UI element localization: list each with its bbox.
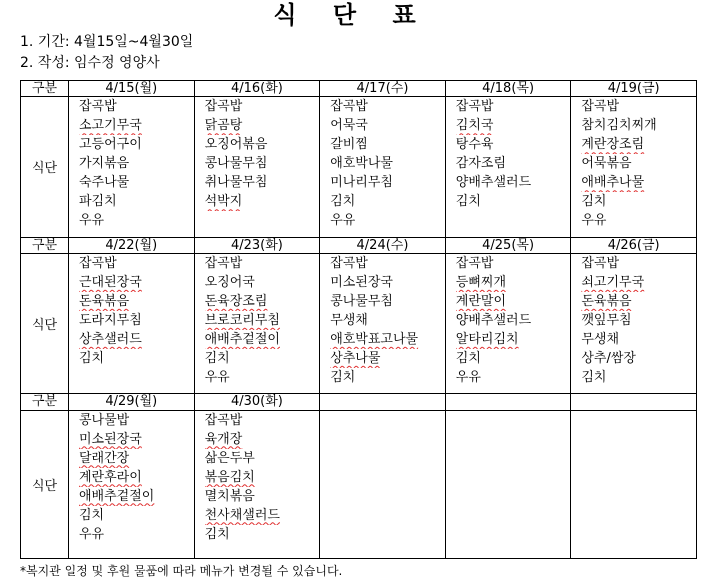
- menu-item: [79, 292, 194, 311]
- day-date: 4/23(화): [194, 237, 320, 253]
- menu-item: [456, 273, 571, 292]
- day-menu-cell: [445, 253, 571, 393]
- menu-item: 도라지무침: [79, 312, 142, 328]
- menu-item: [581, 173, 696, 192]
- spellcheck-underline: 천사채샐러드: [204, 507, 280, 523]
- menu-item: [581, 273, 696, 292]
- menu-item: [79, 468, 194, 487]
- spellcheck-underline: 알타리김치: [455, 331, 519, 347]
- menu-item: 고등어구이: [79, 137, 142, 153]
- menu-item: 콩나물무침: [330, 293, 393, 309]
- menu-item: 어묵볶음: [581, 156, 632, 172]
- menu-item: 잡곡밥: [330, 99, 368, 115]
- spellcheck-underline: 쇠고기무국: [581, 274, 645, 290]
- day-menu-cell: [571, 97, 697, 237]
- menu-item: 양배추샐러드: [455, 175, 532, 191]
- page-title: 식 단 표: [273, 1, 430, 29]
- day-date: 4/17(수): [320, 81, 446, 97]
- spellcheck-underline: 돈육볶음: [581, 293, 632, 309]
- menu-item: [330, 330, 445, 349]
- spellcheck-underline: 등뼈찌개: [455, 274, 507, 290]
- menu-item: 우유: [204, 369, 230, 385]
- spellcheck-underline: 애배추나물: [581, 175, 645, 191]
- row-label-header: 구분: [21, 237, 69, 253]
- spellcheck-underline: 애호박표고나물: [330, 331, 419, 347]
- week-meal-row: [21, 410, 697, 558]
- menu-item: 우유: [79, 213, 105, 229]
- menu-item: 삶은두부: [204, 450, 255, 466]
- menu-item: 잡곡밥: [581, 255, 620, 271]
- menu-item: 콩나물무침: [204, 156, 268, 172]
- day-date: 4/22(월): [69, 237, 195, 253]
- menu-item: 잡곡밥: [204, 255, 243, 271]
- menu-item: [79, 430, 194, 449]
- spellcheck-underline: 상추샐러드: [79, 331, 142, 347]
- menu-item: 김치: [204, 350, 230, 366]
- day-date: [320, 394, 446, 410]
- day-date: 4/18(목): [445, 81, 571, 97]
- spellcheck-underline: 육개장: [204, 431, 243, 447]
- menu-item: 미소된장국: [330, 274, 393, 290]
- spellcheck-underline: 애배추겉절이: [204, 331, 280, 347]
- spellcheck-underline: 소고기무국: [79, 118, 142, 134]
- row-label-meal: 식단: [21, 97, 69, 237]
- menu-item: 참치김치찌개: [581, 118, 657, 134]
- menu-item: 깻잎무침: [581, 312, 632, 328]
- day-menu-cell: [320, 410, 446, 558]
- menu-item: 감자조림: [455, 156, 507, 172]
- menu-item: 어묵국: [330, 118, 368, 134]
- menu-item: 멸치볶음: [204, 488, 255, 504]
- day-date: 4/16(화): [194, 81, 320, 97]
- spellcheck-underline: 근대된장국: [79, 274, 142, 290]
- menu-item: [456, 292, 571, 311]
- row-label-header: 구분: [21, 394, 69, 410]
- menu-item: 취나물무침: [204, 175, 268, 191]
- menu-item: [205, 311, 320, 330]
- menu-item: 김치: [581, 369, 607, 385]
- menu-item: 오징어볶음: [204, 137, 268, 153]
- menu-item: 파김치: [79, 194, 117, 210]
- footnote: *복지관 일정 및 후원 물품에 따라 메뉴가 변경될 수 있습니다.: [20, 564, 343, 578]
- menu-item: 김치: [79, 507, 105, 523]
- day-menu-cell: [194, 410, 320, 558]
- spellcheck-underline: 석박지: [204, 194, 243, 210]
- menu-item: 잡곡밥: [581, 99, 620, 115]
- week-meal-row: [21, 253, 697, 393]
- menu-item: [79, 116, 194, 135]
- menu-item: 잡곡밥: [455, 99, 494, 115]
- menu-item: 김치: [581, 194, 607, 210]
- spellcheck-underline: 상추나물: [330, 350, 381, 366]
- menu-item: 김치: [79, 350, 105, 366]
- spellcheck-underline: 미소된장국: [79, 431, 142, 447]
- menu-item: [456, 116, 571, 135]
- day-date: 4/24(수): [320, 237, 446, 253]
- day-menu-cell: [445, 410, 571, 558]
- menu-item: 김치: [455, 194, 481, 210]
- week-header-row: [21, 237, 697, 253]
- spellcheck-underline: 애배추겉절이: [79, 488, 155, 504]
- spellcheck-underline: 브로코리무침: [204, 312, 280, 328]
- period-info: 1. 기간: 4월15일~4월30일: [20, 34, 194, 50]
- row-label-meal: 식단: [21, 253, 69, 393]
- menu-item: [205, 292, 320, 311]
- day-date: [445, 394, 571, 410]
- menu-item: 김치: [204, 526, 230, 542]
- menu-item: 무생채: [581, 331, 620, 347]
- spellcheck-underline: 김치국: [455, 118, 494, 134]
- menu-item: 잡곡밥: [79, 255, 117, 271]
- menu-item: [330, 349, 445, 368]
- menu-item: 김치: [330, 194, 356, 210]
- week-header-row: [21, 81, 697, 97]
- spellcheck-underline: 계란후라이: [79, 469, 142, 485]
- menu-item: 애호박나물: [330, 156, 393, 172]
- week-header-row: [21, 394, 697, 410]
- menu-item: 양배추샐러드: [455, 312, 532, 328]
- day-date: 4/29(월): [69, 394, 195, 410]
- menu-item: 상추/쌈장: [581, 350, 636, 366]
- spellcheck-underline: 닭곰탕: [204, 118, 243, 134]
- day-menu-cell: [194, 253, 320, 393]
- day-menu-cell: [571, 253, 697, 393]
- menu-item: 잡곡밥: [204, 99, 243, 115]
- day-date: 4/25(목): [445, 237, 571, 253]
- menu-item: 탕수육: [455, 137, 494, 153]
- menu-item: 오징어국: [204, 274, 255, 290]
- day-menu-cell: [320, 97, 446, 237]
- day-menu-cell: [320, 253, 446, 393]
- week-meal-row: [21, 97, 697, 237]
- menu-item: 무생채: [330, 312, 368, 328]
- menu-item: 우유: [330, 213, 356, 229]
- menu-table: [20, 80, 697, 559]
- spellcheck-underline: 달래간장: [79, 450, 130, 466]
- menu-item: 콩나물밥: [79, 412, 130, 428]
- menu-item: [205, 430, 320, 449]
- row-label-header: 구분: [21, 81, 69, 97]
- day-date: 4/26(금): [571, 237, 697, 253]
- day-date: 4/30(화): [194, 394, 320, 410]
- menu-item: 우유: [455, 369, 481, 385]
- menu-item: 우유: [79, 526, 105, 542]
- menu-item: [79, 330, 194, 349]
- menu-item: 김치: [455, 350, 481, 366]
- day-date: [571, 394, 697, 410]
- row-label-meal: 식단: [21, 410, 69, 558]
- day-menu-cell: [445, 97, 571, 237]
- spellcheck-underline: 돈육볶음: [79, 293, 130, 309]
- menu-item: [79, 273, 194, 292]
- menu-item: [456, 330, 571, 349]
- menu-item: 잡곡밥: [204, 412, 243, 428]
- menu-item: [205, 192, 320, 211]
- menu-item: [205, 506, 320, 525]
- menu-item: 숙주나물: [79, 175, 130, 191]
- day-menu-cell: [194, 97, 320, 237]
- spellcheck-underline: 계란장조림: [581, 137, 645, 153]
- menu-item: 잡곡밥: [330, 255, 368, 271]
- menu-item: [581, 292, 696, 311]
- menu-item: 가지볶음: [79, 156, 130, 172]
- menu-item: 우유: [581, 213, 607, 229]
- author-info: 2. 작성: 임수정 영양사: [20, 55, 160, 71]
- menu-item: [581, 135, 696, 154]
- menu-item: [205, 468, 320, 487]
- day-menu-cell: [571, 410, 697, 558]
- menu-item: [205, 330, 320, 349]
- spellcheck-underline: 볶음김치: [204, 469, 255, 485]
- day-date: 4/19(금): [571, 81, 697, 97]
- day-menu-cell: [69, 97, 195, 237]
- menu-item: [79, 449, 194, 468]
- menu-item: [205, 116, 320, 135]
- day-menu-cell: [69, 410, 195, 558]
- menu-item: 잡곡밥: [79, 99, 117, 115]
- menu-item: [79, 487, 194, 506]
- spellcheck-underline: 돈육장조림: [204, 293, 268, 309]
- day-menu-cell: [69, 253, 195, 393]
- menu-item: 잡곡밥: [455, 255, 494, 271]
- menu-item: 갈비찜: [330, 137, 368, 153]
- menu-item: 김치: [330, 369, 356, 385]
- spellcheck-underline: 계란말이: [455, 293, 507, 309]
- day-date: 4/15(월): [69, 81, 195, 97]
- menu-item: 미나리무침: [330, 175, 393, 191]
